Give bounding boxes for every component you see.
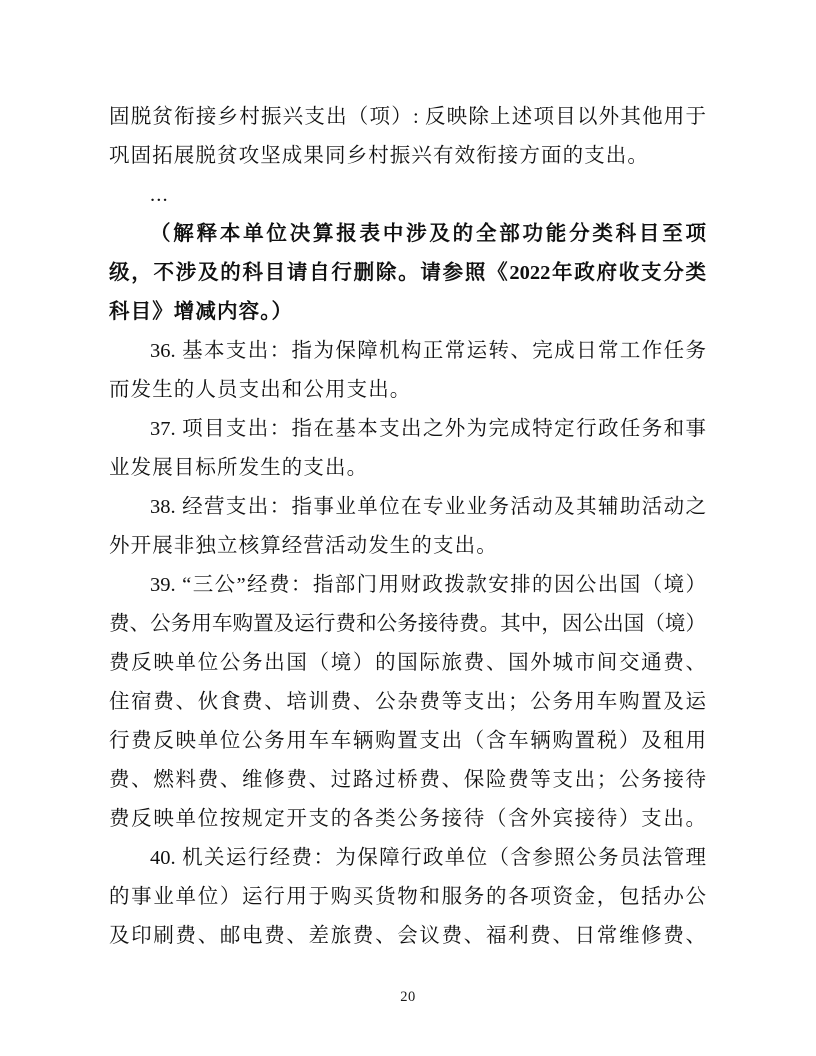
text-line: 固脱贫衔接乡村振兴支出（项）: 反映除上述项目以外其他用于 [109,106,706,128]
term-37-project-expenditure [109,410,706,488]
text-line: 的事业单位）运行用于购买货物和服务的各项资金，包括办公 [109,886,706,908]
page-number: 20 [400,989,416,1005]
paragraph-editor-note [109,215,706,332]
paragraph-continuation-rural-revitalization [109,98,706,176]
text-line: 费反映单位公务出国（境）的国际旅费、国外城市间交通费、 [109,652,706,674]
term-39-three-public-funds [109,566,706,839]
text-line: 40. 机关运行经费：为保障行政单位（含参照公务员法管理 [150,847,706,869]
text-line: ... [150,184,169,206]
text-line: 行费反映单位公务用车车辆购置支出（含车辆购置税）及租用 [109,730,706,752]
text-line: 外开展非独立核算经营活动发生的支出。 [109,535,498,557]
text-line: 37. 项目支出：指在基本支出之外为完成特定行政任务和事 [150,418,706,440]
paragraph-ellipsis [109,176,706,215]
text-line: 而发生的人员支出和公用支出。 [109,379,412,401]
term-38-operating-expenditure [109,488,706,566]
text-line: 巩固拓展脱贫攻坚成果同乡村振兴有效衔接方面的支出。 [109,145,649,167]
text-line: 38. 经营支出：指事业单位在专业业务活动及其辅助活动之 [150,496,706,518]
text-line: 及印刷费、邮电费、差旅费、会议费、福利费、日常维修费、 [109,925,706,947]
text-line: 36. 基本支出：指为保障机构正常运转、完成日常工作任务 [150,340,706,362]
text-line: 39. “三公”经费：指部门用财政拨款安排的因公出国（境） [150,574,706,596]
document-body [109,98,706,956]
text-line: 费反映单位按规定开支的各类公务接待（含外宾接待）支出。 [109,808,706,830]
text-line: 业发展目标所发生的支出。 [109,457,369,479]
text-line: （解释本单位决算报表中涉及的全部功能分类科目至项 [150,223,706,245]
term-36-basic-expenditure [109,332,706,410]
text-line: 费、燃料费、维修费、过路过桥费、保险费等支出；公务接待 [109,769,706,791]
page-footer [0,988,816,1006]
text-line: 级，不涉及的科目请自行删除。请参照《2022年政府收支分类 [109,262,706,284]
term-40-agency-operating-funds [109,839,706,956]
text-line: 费、公务用车购置及运行费和公务接待费。其中，因公出国（境） [109,613,706,635]
text-line: 科目》增减内容。） [109,301,294,323]
text-line: 住宿费、伙食费、培训费、公杂费等支出；公务用车购置及运 [109,691,706,713]
